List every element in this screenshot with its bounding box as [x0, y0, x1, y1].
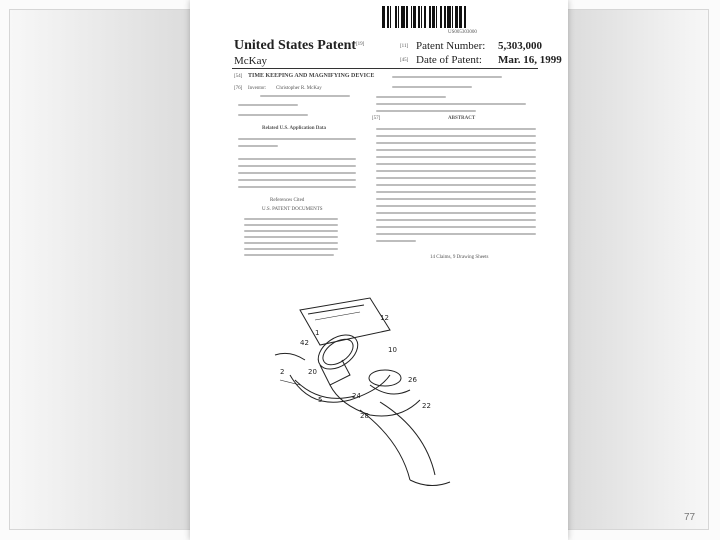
patent-drawing-figure: [260, 290, 460, 500]
abstract-text-line: [376, 233, 536, 235]
text-line: [376, 110, 476, 112]
drawing-reference-numeral: 28: [360, 412, 369, 420]
abstract-text-line: [376, 205, 536, 207]
abstract-text-line: [376, 163, 536, 165]
text-line: [238, 145, 278, 147]
claims-line: 14 Claims, 9 Drawing Sheets: [430, 255, 489, 260]
drawing-reference-numeral: 22: [422, 402, 431, 410]
abstract-text-line: [376, 219, 536, 221]
drawing-reference-numeral: 24: [352, 392, 361, 400]
drawing-reference-numeral: 5: [318, 396, 323, 404]
related-data-heading: Related U.S. Application Data: [262, 126, 327, 131]
drawing-reference-numeral: 1: [315, 329, 320, 337]
date-value: Mar. 16, 1999: [498, 54, 562, 66]
patent-office-title: United States Patent: [234, 38, 357, 53]
drawing-reference-numeral: 10: [388, 346, 397, 354]
text-line: [376, 103, 526, 105]
text-line: [244, 230, 338, 232]
drawing-reference-numeral: 12: [380, 314, 389, 322]
drawing-reference-numeral: 42: [300, 339, 309, 347]
abstract-text-line: [376, 212, 536, 214]
inventor-ref: [76]: [234, 86, 243, 91]
office-ref: [19]: [356, 42, 365, 47]
patent-number-label: Patent Number:: [416, 40, 486, 52]
text-line: [244, 242, 338, 244]
abstract-text-line: [376, 170, 536, 172]
text-line: [238, 186, 356, 188]
abstract-text-line: [376, 177, 536, 179]
text-line: [260, 95, 350, 97]
inventor-label: Inventor:: [248, 86, 267, 91]
patent-number-value: 5,303,000: [498, 40, 542, 52]
text-line: [238, 138, 356, 140]
drawing-reference-numeral: 26: [408, 376, 417, 384]
inventor-short: McKay: [234, 55, 267, 67]
text-line: [244, 224, 338, 226]
page-number: 77: [684, 512, 696, 523]
abstract-text-line: [376, 149, 536, 151]
drawing-reference-numeral: 20: [308, 368, 317, 376]
text-line: [238, 172, 356, 174]
patent-title: TIME KEEPING AND MAGNIFYING DEVICE: [248, 73, 375, 79]
text-line: [244, 248, 338, 250]
abstract-text-line: [376, 198, 536, 200]
abstract-text-line: [376, 184, 536, 186]
patent-barcode: [382, 6, 534, 28]
abstract-text-line: [376, 128, 536, 130]
abstract-text-line: [376, 240, 416, 242]
inventor-name: Christopher R. McKay: [276, 86, 322, 91]
references-heading: References Cited: [270, 198, 305, 203]
patent-documents-heading: U.S. PATENT DOCUMENTS: [262, 207, 323, 212]
drawing-reference-numeral: 2: [280, 368, 285, 376]
date-label: Date of Patent:: [416, 54, 482, 66]
barcode-caption: US005303000: [448, 30, 477, 35]
text-line: [244, 218, 338, 220]
abstract-text-line: [376, 226, 536, 228]
abstract-text-line: [376, 135, 536, 137]
header-rule: [232, 68, 538, 69]
abstract-text-line: [376, 142, 536, 144]
text-line: [244, 254, 334, 256]
abstract-heading: ABSTRACT: [448, 116, 476, 121]
date-ref: [45]: [400, 58, 409, 63]
text-line: [238, 179, 356, 181]
text-line: [238, 165, 356, 167]
abstract-text-line: [376, 191, 536, 193]
text-line: [244, 236, 338, 238]
text-line: [392, 86, 472, 88]
text-line: [238, 158, 356, 160]
barcode-gap: [466, 6, 467, 28]
title-ref: [54]: [234, 74, 243, 79]
abstract-ref: [57]: [372, 116, 381, 121]
number-ref: [11]: [400, 44, 409, 49]
text-line: [238, 104, 298, 106]
text-line: [238, 114, 308, 116]
abstract-text-line: [376, 156, 536, 158]
text-line: [376, 96, 446, 98]
text-line: [392, 76, 502, 78]
